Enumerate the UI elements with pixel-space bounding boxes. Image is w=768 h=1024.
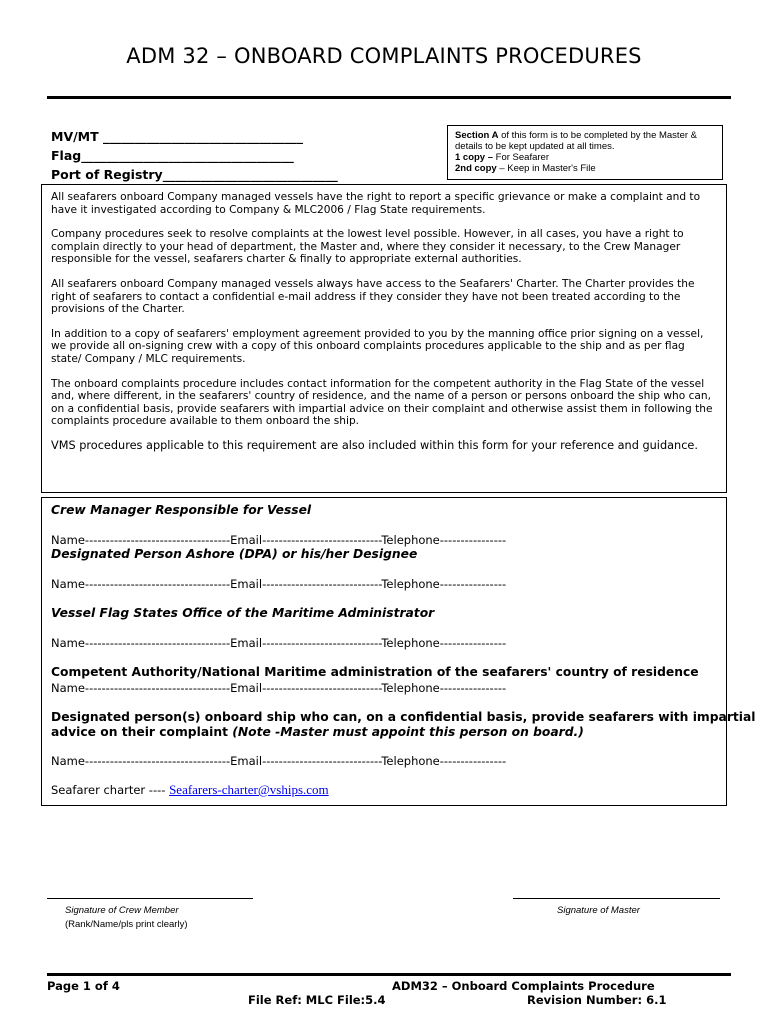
introduction-box: [41, 184, 727, 493]
title-divider: [47, 96, 731, 99]
charter-label: Seafarer charter ----: [51, 783, 170, 797]
copy1-label: 1 copy –: [455, 152, 494, 163]
onboard-person-note: (Note -Master must appoint this person on board.): [232, 725, 584, 739]
section-a-text: of this form is to be completed by the Master & details to be kept updated at all times.: [455, 130, 697, 152]
intro-paragraph-2: Company procedures seek to resolve complaints at the lowest level possible. However, in all cases, you have a right to complain directly to your head of department, the Master and, where they consider it necessary, to the Crew Manager responsible for the vessel, seafarers charter & finally to appropriate external authorities.: [51, 228, 684, 266]
flag-state-heading: Vessel Flag States Office of the Maritime Administrator: [51, 606, 435, 620]
footer-page-number: Page 1 of 4: [47, 979, 120, 993]
copy2-label: 2nd copy: [455, 163, 497, 174]
onboard-person-contact-line[interactable]: Name-----------------------------------Email-----------------------------Telephone----------------: [51, 754, 507, 768]
mvmt-label: MV/MT: [51, 129, 99, 144]
section-a-heading: Section A: [455, 130, 499, 141]
charter-email-link[interactable]: Seafarers-charter@vships.com: [169, 782, 329, 797]
crew-signature-sublabel: (Rank/Name/pls print clearly): [65, 919, 188, 930]
copy2-text: – Keep in Master's File: [496, 163, 596, 174]
flag-blank[interactable]: __________________________________: [81, 148, 294, 163]
dpa-contact-line[interactable]: Name-----------------------------------Email-----------------------------Telephone----------------: [51, 577, 507, 591]
footer-divider: [47, 973, 731, 976]
onboard-person-heading-1: Designated person(s) onboard ship who can, on a confidential basis, provide seafarers with impartial: [51, 710, 756, 724]
crew-manager-heading: Crew Manager Responsible for Vessel: [51, 503, 312, 517]
seafarer-charter-line: [51, 782, 329, 798]
port-of-registry-field[interactable]: [51, 165, 338, 184]
port-label: Port of Registry: [51, 167, 163, 182]
document-title: ADM 32 – ONBOARD COMPLAINTS PROCEDURES: [126, 44, 642, 68]
onboard-person-heading-2: [51, 725, 584, 739]
master-signature-label: Signature of Master: [557, 905, 640, 916]
copy1-text: For Seafarer: [493, 152, 549, 163]
vessel-details-fields: [51, 127, 338, 184]
port-blank[interactable]: ____________________________: [162, 167, 338, 182]
footer-document-name: ADM32 – Onboard Complaints Procedure: [392, 979, 655, 993]
intro-paragraph-3: All seafarers onboard Company managed vessels always have access to the Seafarers' Charter. The Charter provides the right of seafarers to contact a confidential e-mail address if they consider they have not been treated according to the provisions of the Charter.: [51, 277, 695, 316]
crew-manager-contact-line[interactable]: Name-----------------------------------Email-----------------------------Telephone----------------: [51, 533, 507, 547]
competent-authority-contact-line[interactable]: Name-----------------------------------Email-----------------------------Telephone----------------: [51, 681, 507, 695]
intro-paragraph-5: The onboard complaints procedure includes contact information for the competent authority in the Flag State of the vessel and, where different, in the seafarers' country of residence, and the name of a person or persons onboard the ship who can, on a confidential basis, provide seafarers with impartial advice on their complaint and otherwise assist them in following the complaints procedure available to them onboard the ship.: [51, 377, 713, 428]
mvmt-blank[interactable]: ________________________________: [103, 129, 304, 144]
master-signature-line[interactable]: [513, 898, 720, 899]
footer-revision: Revision Number: 6.1: [527, 993, 667, 1007]
contacts-box: [41, 497, 756, 806]
footer-file-ref: File Ref: MLC File:5.4: [248, 993, 386, 1007]
competent-authority-heading: Competent Authority/National Maritime administration of the seafarers' country of residence: [51, 665, 699, 679]
onboard-person-heading-text: advice on their complaint: [51, 725, 233, 739]
mvmt-field[interactable]: [51, 127, 338, 146]
flag-field[interactable]: [51, 146, 338, 165]
flag-label: Flag: [51, 148, 82, 163]
crew-signature-label: Signature of Crew Member: [65, 905, 179, 916]
intro-paragraph-1: All seafarers onboard Company managed vessels have the right to report a specific grievance or make a complaint and to have it investigated according to Company & MLC2006 / Flag State requirements.: [51, 191, 701, 216]
crew-signature-line[interactable]: [47, 898, 253, 899]
section-a-instructions: [447, 125, 723, 180]
flag-state-contact-line[interactable]: Name-----------------------------------Email-----------------------------Telephone----------------: [51, 636, 507, 650]
dpa-heading: Designated Person Ashore (DPA) or his/her Designee: [51, 547, 418, 561]
intro-paragraph-6: VMS procedures applicable to this requirement are also included within this form for your reference and guidance.: [51, 438, 698, 452]
intro-paragraph-4: In addition to a copy of seafarers' employment agreement provided to you by the manning office prior signing on a vessel, we provide all on-signing crew with a copy of this onboard complaints procedures applicable to the ship and as per flag state/ Company / MLC requirements.: [51, 327, 704, 365]
